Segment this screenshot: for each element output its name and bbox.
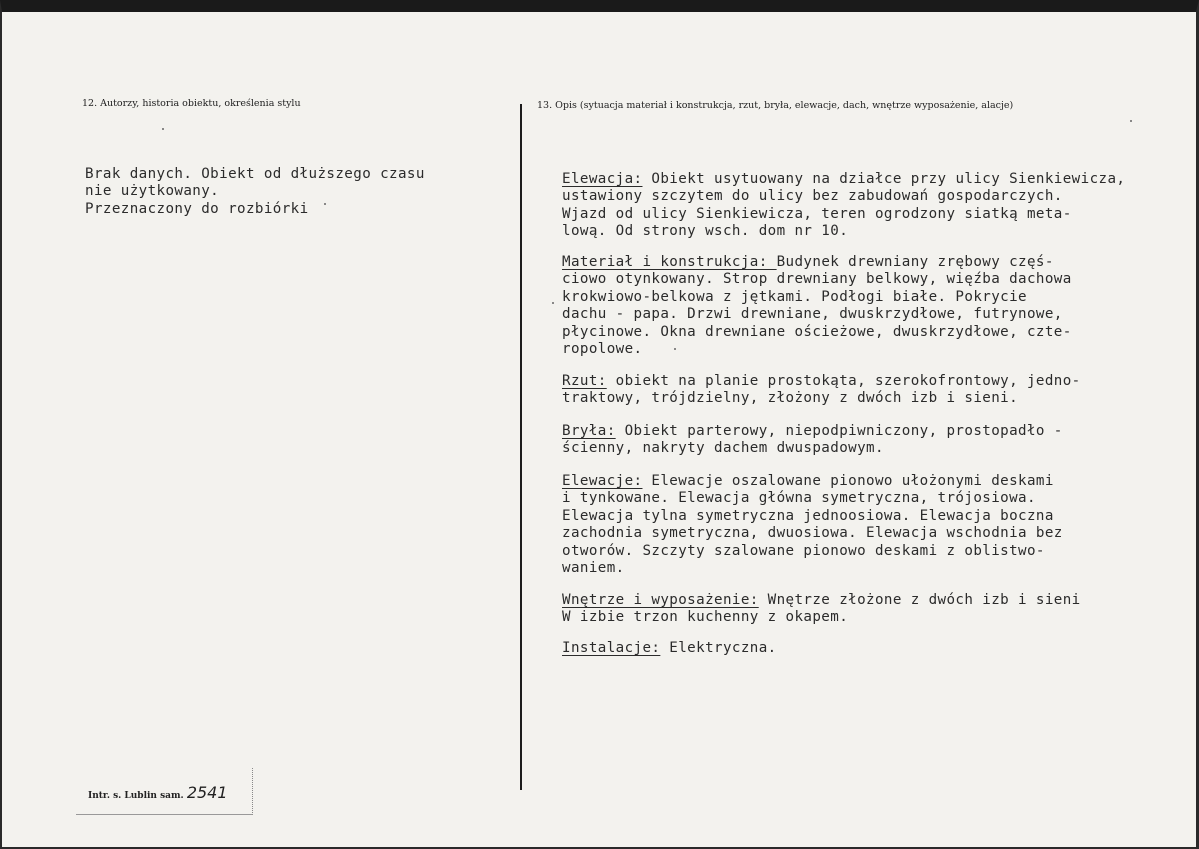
text-line: i tynkowane. Elewacja główna symetryczna, trójosiowa. [562, 490, 1036, 507]
text-line: Przeznaczony do rozbiórki [85, 200, 309, 217]
text-line: ropolowe. [562, 341, 643, 358]
text-line: W izbie trzon kuchenny z okapem. [562, 609, 849, 626]
section-instalacje [562, 640, 1192, 657]
section-label: Wnętrze i wyposażenie: [562, 592, 759, 608]
section-elewacje [562, 473, 1192, 577]
section-text: Obiekt parterowy, niepodpiwniczony, prostopadło - [615, 423, 1063, 439]
text-line: ścienny, nakryty dachem dwuspadowym. [562, 440, 884, 457]
text-line: ustawiony szczytem do ulicy bez zabudowań gospodarczych. [562, 188, 1063, 205]
column-divider [520, 104, 522, 790]
section-elewacja [562, 171, 1192, 241]
section-rzut [562, 373, 1192, 408]
text-line: ciowo otynkowany. Strop drewniany belkowy, więźba dachowa [562, 271, 1072, 288]
text-line: dachu - papa. Drzwi drewniane, dwuskrzydłowe, futrynowe, [562, 306, 1063, 323]
text-line: Brak danych. Obiekt od dłuższego czasu [85, 166, 425, 182]
text-line: traktowy, trójdzielny, złożony z dwóch izb i sieni. [562, 390, 1019, 407]
section-label: Bryła: [562, 423, 616, 439]
section-label: Materiał i konstrukcja: [562, 254, 777, 270]
section-text: Wnętrze złożone z dwóch izb i sieni [758, 592, 1081, 608]
section-bryla [562, 423, 1192, 458]
text-line: lową. Od strony wsch. dom nr 10. [562, 223, 849, 240]
section-wnetrze [562, 592, 1192, 627]
section-label: Elewacje: [562, 473, 643, 489]
authors-history-text [85, 166, 505, 218]
section-label: Elewacja: [562, 171, 643, 187]
section-text: Obiekt usytuowany na działce przy ulicy Sienkiewicza, [642, 171, 1126, 187]
text-line: płycinowe. Okna drewniane ościeżowe, dwuskrzydłowe, czte- [562, 323, 1072, 340]
text-line: Elewacja tylna symetryczna jednoosiowa. Elewacja boczna [562, 507, 1054, 524]
section-label: Rzut: [562, 373, 607, 389]
section-material-konstrukcja [562, 254, 1192, 358]
section-text: Budynek drewniany zrębowy częś- [776, 254, 1054, 270]
text-line: zachodnia symetryczna, dwuosiowa. Elewacja wschodnia bez [562, 525, 1063, 542]
text-line: nie użytkowany. [85, 183, 220, 200]
section-text: Elektryczna. [660, 640, 777, 656]
section-text: Elewacje oszalowane pionowo ułożonymi deskami [642, 473, 1054, 489]
text-line: otworów. Szczyty szalowane pionowo deskami z oblistwo- [562, 542, 1045, 559]
section-text: obiekt na planie prostokąta, szerokofrontowy, jedno- [606, 373, 1081, 389]
field-13-header: 13. Opis (sytuacja materiał i konstrukcja, rzut, bryła, elewacje, dach, wnętrze wyposażenie, alacje) [537, 100, 1014, 111]
field-12-header: 12. Autorzy, historia obiektu, określenia stylu [82, 98, 301, 109]
text-line: krokwiowo-belkowa z jętkami. Podłogi białe. Pokrycie [562, 288, 1027, 305]
text-line: waniem. [562, 560, 625, 577]
stamp-number: 2541 [186, 783, 228, 802]
text-line: Wjazd od ulicy Sienkiewicza, teren ogrodzony siatką meta- [562, 205, 1072, 222]
inventory-stamp [88, 783, 228, 802]
stamp-text: Intr. s. Lublin sam. [88, 791, 184, 801]
section-label: Instalacje: [562, 640, 661, 656]
